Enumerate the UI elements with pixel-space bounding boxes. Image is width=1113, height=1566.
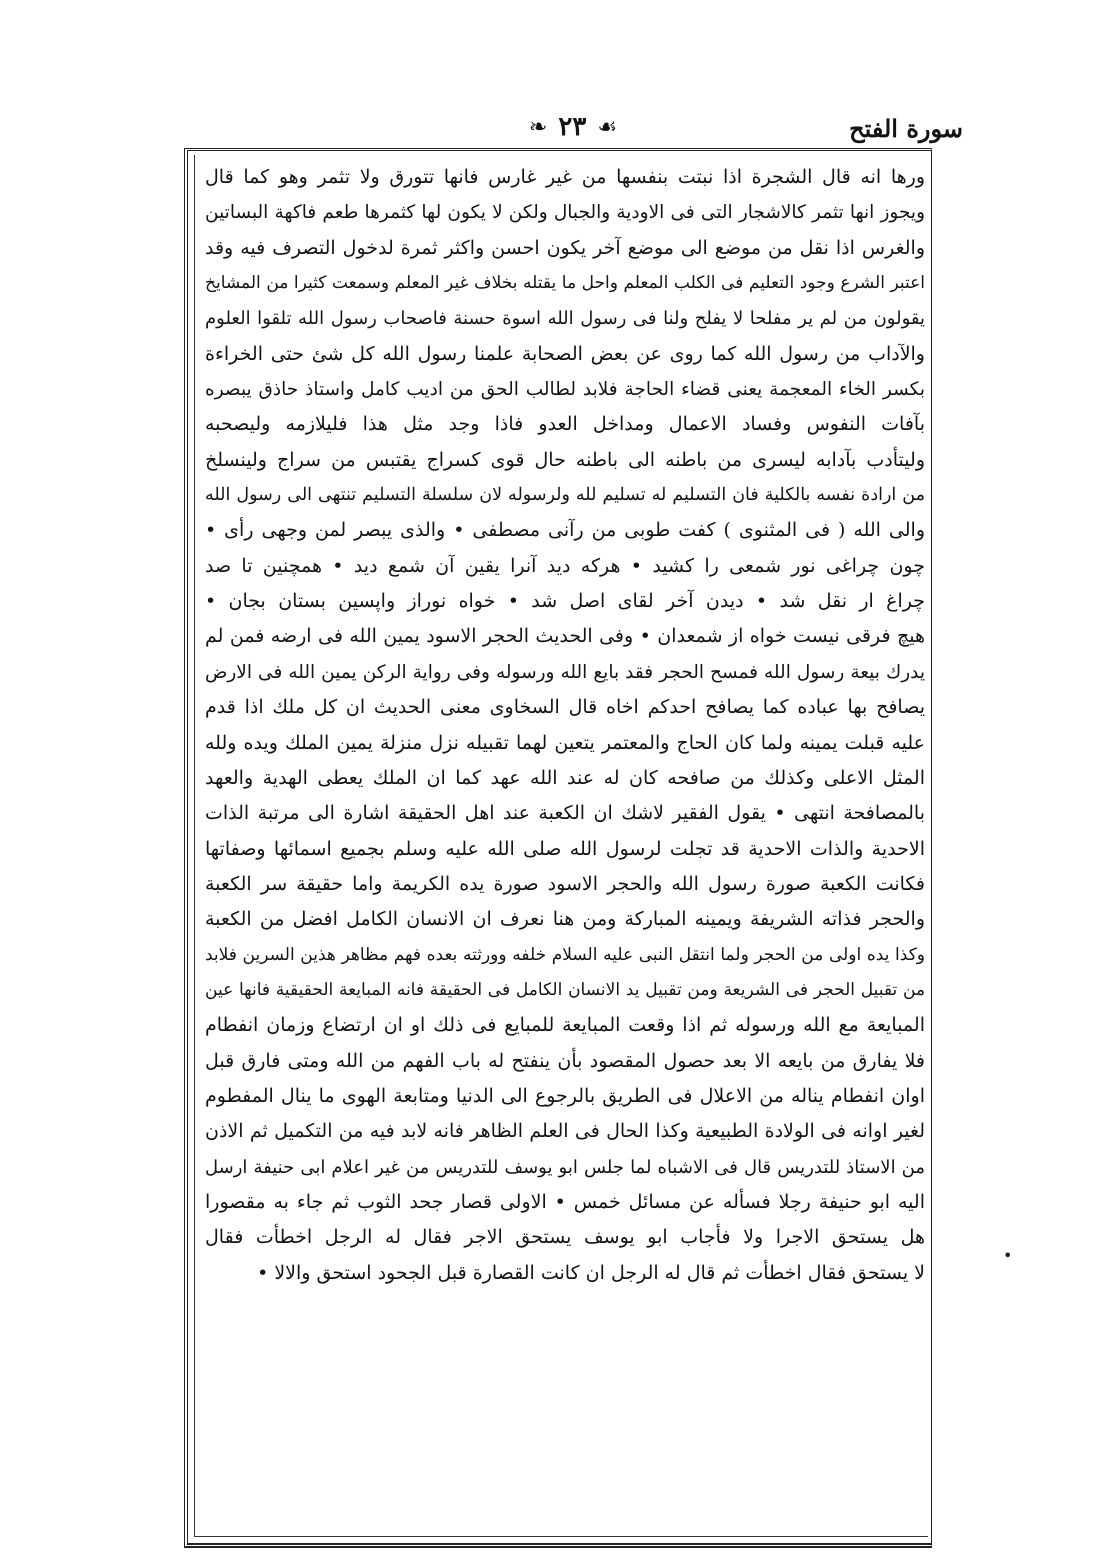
text-line: يصافح بها عباده كما يصافح احدكم اخاه قال السخاوى معنى الحديث ان كل ملك اذا قدم: [205, 696, 925, 719]
margin-dot: •: [1003, 1246, 1013, 1265]
ornament-left-icon: ❧: [528, 114, 548, 140]
text-line: اليه ابو حنيفة رجلا فسأله عن مسائل خمس • الاولى قصار جحد الثوب ثم جاء به مقصورا: [205, 1190, 925, 1213]
page-number-box: [508, 112, 638, 146]
text-line: المثل الاعلى وكذلك من صافحه كان له عند الله عهد كما ان الملك يعطى الهدية والعهد: [205, 766, 925, 789]
text-line: وكذا يده اولى من الحجر ولما انتقل النبى عليه السلام خلفه وورثته بعده فهم مظاهر هذين السرين فلابد: [205, 944, 925, 965]
text-line: چون چراغى نور شمعى را كشيد • هركه ديد آنرا يقين آن شمع ديد • همچنين تا صد: [205, 554, 925, 577]
text-line: لا يستحق فقال اخطأت ثم قال له الرجل ان كانت القصارة قبل الجحود استحق والالا •: [257, 1261, 925, 1284]
sura-title: سورة الفتح: [849, 114, 963, 143]
text-line: فكانت الكعبة صورة رسول الله والحجر الاسود صورة يده الكريمة واما حقيقة سر الكعبة: [205, 872, 925, 895]
text-line: يقولون من لم ير مفلحا لا يفلح ولنا فى رسول الله اسوة حسنة فاصحاب رسول الله تلقوا العلوم: [205, 308, 925, 330]
page-header: [188, 112, 963, 148]
text-line: عليه قبلت يمينه ولما كان الحاج والمعتمر يتعين لهما تقبيله نزل منزلة يمين الملك ويده ولله: [205, 731, 925, 754]
text-line: والحجر فذاته الشريفة ويمينه المباركة ومن هنا نعرف ان الانسان الكامل افضل من الكعبة: [205, 908, 925, 931]
text-line: من تقبيل الحجر فى الشريعة ومن تقبيل يد الانسان الكامل فى الحقيقة فانه المبايعة الحقيقية فانها عين: [205, 979, 925, 1000]
text-line: والآداب من رسول الله كما روى عن بعض الصحابة علمنا رسول الله كل شئ حتى الخراءة: [205, 342, 925, 365]
text-line: من الاستاذ للتدريس قال فى الاشباه لما جلس ابو يوسف للتدريس من غير اعلام ابى حنيفة ارسل: [205, 1156, 925, 1178]
text-line: ورها انه قال الشجرة اذا نبتت بنفسها من غير غارس فانها تتورق ولا تثمر وهو كما قال: [205, 166, 925, 188]
text-line: ويجوز انها تثمر كالاشجار التى فى الاودية والجبال ولكن لا يكون لها كثمرها طعم فاكهة البساتين: [205, 202, 925, 224]
text-line: بكسر الخاء المعجمة يعنى قضاء الحاجة فلابد لطالب الحق من اديب كامل واستاذ حاذق يبصره: [205, 379, 925, 401]
text-line: لغير اوانه فى الولادة الطبيعية وكذا الحال فى العلم الظاهر فانه لابد فيه من التكميل ثم الاذن: [205, 1120, 925, 1143]
text-line: بآفات النفوس وفساد الاعمال ومداخل العدو فاذا وجد مثل هذا فليلازمه وليصحبه: [205, 413, 925, 436]
text-line: بالمصافحة انتهى • يقول الفقير لاشك ان الكعبة عند اهل الحقيقة اشارة الى مرتبة الذات: [205, 802, 925, 825]
text-line: من ارادة نفسه بالكلية فان التسليم له تسليم لله ولرسوله لان سلسلة التسليم تنتهى الى رسول الله: [205, 485, 925, 506]
text-line: المبايعة مع الله ورسوله ثم اذا وقعت المبايعة للمبايع فى ذلك او ان ارتضاع وزمان انفطام: [205, 1014, 925, 1037]
ornament-right-icon: ☙: [597, 114, 618, 140]
text-line: الاحدية والذات الاحدية قد تجلت لرسول الله صلى الله عليه وسلم بجميع اسمائها وصفاتها: [205, 837, 925, 860]
main-text: [205, 160, 925, 1540]
text-line: فلا يفارق من بايعه الا بعد حصول المقصود بأن ينفتح له باب الفهم من الله ومتى فارق قبل: [205, 1049, 925, 1072]
text-line: چراغ ار نقل شد • ديدن آخر لقاى اصل شد • خواه نوراز واپسين بستان بجان •: [205, 590, 925, 613]
text-line: هل يستحق الاجرا ولا فأجاب ابو يوسف يستحق الاجر فقال له الرجل اخطأت فقال: [205, 1226, 925, 1249]
text-line: والغرس اذا نقل من موضع الى موضع آخر يكون احسن واكثر ثمرة لدخول التصرف فيه وقد: [205, 236, 925, 259]
text-line: وليتأدب بآدابه ليسرى من باطنه الى باطنه حال قوى كسراج يقتبس من سراج ولينسلخ: [205, 448, 925, 471]
text-line: والى الله ( فى المثنوى ) كفت طوبى من رآنى مصطفى • والذى يبصر لمن وجهى رأى •: [205, 519, 925, 542]
text-line: هيچ فرقى نيست خواه از شمعدان • وفى الحديث الحجر الاسود يمين الله فى ارضه فمن لم: [205, 625, 925, 648]
text-line: اوان انفطام يناله من الاعلال فى الطريق بالرجوع الى الدنيا ومتابعة الهوى ما ينال المفطوم: [205, 1084, 925, 1107]
page-number: ٢٣: [558, 112, 587, 142]
text-line: يدرك بيعة رسول الله فمسح الحجر فقد بايع الله ورسوله وفى رواية الركن يمين الله فى الارض: [205, 661, 925, 683]
text-line: اعتبر الشرع وجود التعليم فى الكلب المعلم واحل ما يقتله بخلاف غير المعلم وسمعت كثيرا من المشايخ: [205, 273, 925, 294]
